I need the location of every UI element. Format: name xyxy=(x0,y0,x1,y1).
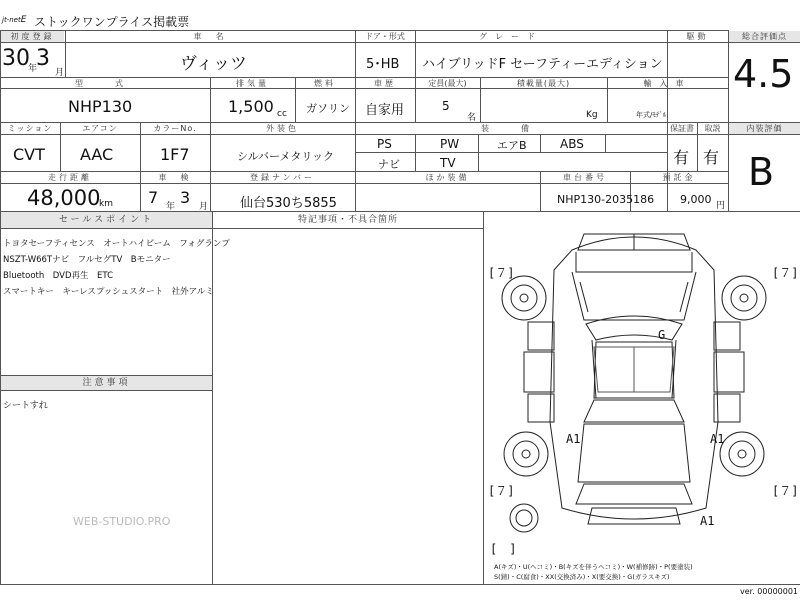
chassis-no: NHP130-2035186 xyxy=(557,193,655,206)
color-no: 1F7 xyxy=(160,145,190,164)
label-mileage: 走行距離 xyxy=(48,173,92,182)
label-displacement: 排気量 xyxy=(236,79,269,88)
capacity: 5 xyxy=(442,99,450,113)
label-car-name: 車 名 xyxy=(193,32,227,41)
label-drive: 駆動 xyxy=(686,32,709,41)
label-manual: 取説 xyxy=(704,124,721,133)
legend-line-2: S(錆)・C(腐食)・XX(交換済み)・X(要交換)・G(ガラスキズ) xyxy=(494,573,670,581)
label-chassis-no: 車台番号 xyxy=(563,173,607,182)
purpose: 自家用 xyxy=(365,103,405,118)
notes-header: 特記事項・不具合箇所 xyxy=(297,215,398,225)
label-grade: グレード xyxy=(479,32,543,41)
mark-tire-rear-left: [７] xyxy=(488,484,515,498)
label-fuel: 燃料 xyxy=(314,79,336,88)
logo: jt-netE xyxy=(2,15,27,25)
equip-abs: ABS xyxy=(560,137,584,151)
first-reg-month: 3 xyxy=(36,46,50,71)
sales-point-1: トヨタセーフティセンス オートハイビーム フォグランプ xyxy=(3,239,230,249)
car-diagram xyxy=(484,212,800,584)
mark-roof-glass: G xyxy=(658,328,666,342)
displacement: 1,500 xyxy=(228,97,274,116)
label-import: 輸入車 xyxy=(643,79,692,88)
label-exterior-color: 外装色 xyxy=(266,124,299,133)
label-inspection: 車 検 xyxy=(158,173,192,182)
legend-line-1: A(キズ)・U(ヘコミ)・B(キズを伴うヘコミ)・W(補修跡)・P(要塗装) xyxy=(494,563,693,571)
label-overall-score: 総合評価点 xyxy=(729,31,800,42)
fuel: ガソリン xyxy=(306,102,350,115)
equip-tv: TV xyxy=(440,156,456,170)
deposit: 9,000 xyxy=(680,193,712,206)
label-equipment: 装 備 xyxy=(481,124,541,133)
label-color-no: カラーNo. xyxy=(153,124,197,133)
equip-navi: ナビ xyxy=(378,158,400,171)
mileage: 48,000 xyxy=(27,186,101,210)
equip-ps: PS xyxy=(377,137,392,151)
mark-right-side: A1 xyxy=(710,432,725,446)
label-deposit: 預託金 xyxy=(662,173,696,182)
overall-score: 4.5 xyxy=(733,52,794,96)
label-load: 積載量(最大) xyxy=(516,79,571,88)
sales-points-header: セールスポイント xyxy=(1,212,212,228)
label-model: 型 式 xyxy=(75,79,135,88)
mark-tire-front-left: [７] xyxy=(488,266,515,280)
mark-left-side: A1 xyxy=(566,432,581,446)
mark-tire-rear-right: [７] xyxy=(772,484,799,498)
label-aircon: エアコン xyxy=(82,124,118,133)
exterior-color: シルバーメタリック xyxy=(237,150,334,163)
label-plate: 登録ナンバー xyxy=(249,173,316,182)
mark-spare-tire: [ ] xyxy=(490,542,517,556)
aircon: AAC xyxy=(80,145,114,164)
label-warranty-book: 保証書 xyxy=(670,124,694,133)
label-other-equipment: ほか装備 xyxy=(425,173,470,182)
mission: CVT xyxy=(13,145,45,164)
label-capacity: 定員(最大) xyxy=(428,79,467,88)
watermark: WEB-STUDIO.PRO xyxy=(73,515,171,528)
label-purpose: 車歴 xyxy=(374,79,396,88)
equip-airbag: エアB xyxy=(497,139,527,152)
door-type: 5･HB xyxy=(366,57,400,72)
warranty-book: 有 xyxy=(673,148,690,167)
version: ver. 00000001 xyxy=(740,587,799,596)
first-reg-year: 30 xyxy=(2,46,30,71)
caution-header: 注意事項 xyxy=(1,376,212,390)
equip-pw: PW xyxy=(440,137,460,151)
caution-text: シートすれ xyxy=(3,401,48,411)
grade: ハイブリッドF セーフティーエディション xyxy=(422,57,663,72)
car-name: ヴィッツ xyxy=(180,54,247,74)
sales-point-2: NSZT-W66Tナビ フルセグTV Bモニター xyxy=(3,255,171,265)
inspection-month: 3 xyxy=(180,188,191,207)
plate-number: 仙台530ち5855 xyxy=(240,196,337,211)
page-title: ストックワンプライス掲載票 xyxy=(34,15,190,29)
label-first-reg: 初度登録 xyxy=(1,31,64,42)
label-door-type: ドア・形式 xyxy=(365,32,405,41)
sales-point-3: Bluetooth DVD再生 ETC xyxy=(3,271,114,281)
interior-score: B xyxy=(748,150,775,194)
mark-rear-bumper: A1 xyxy=(700,514,715,528)
label-mission: ミッション xyxy=(7,124,53,133)
mark-tire-front-right: [７] xyxy=(772,266,799,280)
manual: 有 xyxy=(703,148,720,167)
sales-point-4: スマートキー キーレスプッシュスタート 社外アルミ xyxy=(3,287,214,297)
inspection-year: 7 xyxy=(148,188,159,207)
label-interior-score: 内装評価 xyxy=(729,123,800,134)
model-code: NHP130 xyxy=(68,97,133,116)
